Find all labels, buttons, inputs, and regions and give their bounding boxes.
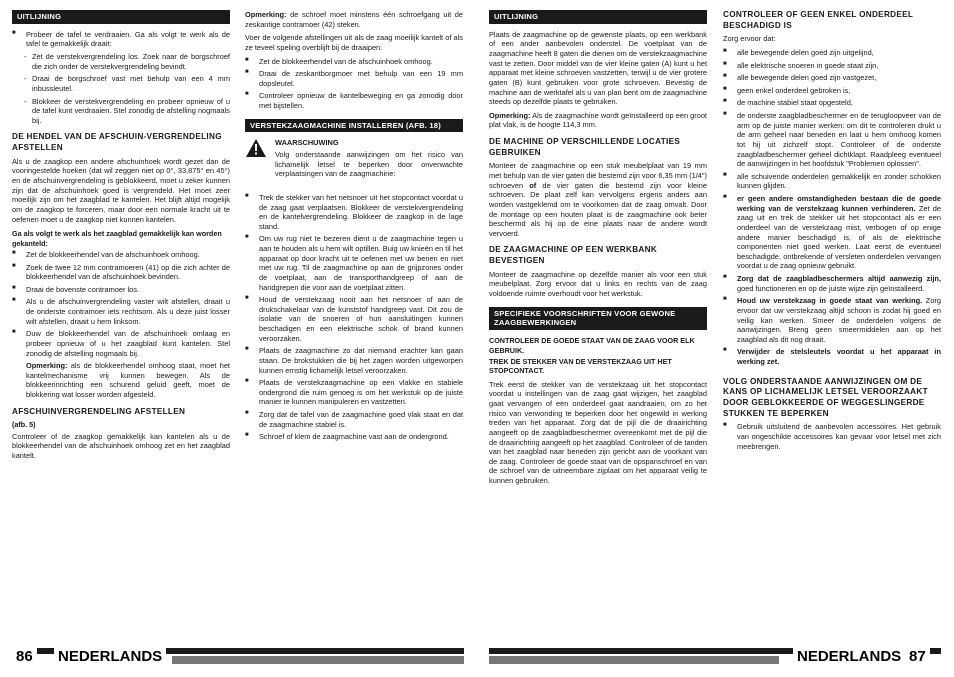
bullet-list — [723, 422, 941, 451]
paragraph: Als u de zaagkop een andere afschuinhoek wordt gezet dan de vooringestelde hoeken (dat wil zeggen niet op 0°, 33,875° en 45°) en de afschuinvergrendeling is geblokkeerd, moet u zeker kunnen zijn dat de afschuinhoek goed is vergrendeld. Het moet zeer moeilijk zijn om het zaagblad te kantelen. Het blijft altijd mogelijk om de zaagkop te forceren, maar door een normale kracht uit te oefenen moet u de zaagkop niet kunnen kantelen. — [12, 156, 230, 224]
list-item: ■ de onderste zaagbladbeschermer en de terugloopveer van de arm op de juiste manier werken: om dit te controleren drukt u de arm geheel naar beneden en laat u hem omhoog komen tot hij uit zichzelf stopt. Controleer of de onderste zaagbladbeschermer geheel dichtklapt. Raadpleeg eventueel de aanwijzingen in het hoofdstuk "Problemen oplossen". — [723, 111, 941, 169]
section-heading: AFSCHUINVERGRENDELING AFSTELLEN — [12, 406, 186, 416]
list-item — [723, 347, 941, 366]
note-text: als de blokkeerhendel omhoog staat, moet het kantelmechanisme vrij kunnen bewegen. Als de blokkeerinrichting een schurend geluid geeft, moet de blokkering wat losser worden afgesteld. — [26, 361, 230, 400]
section-header-voorschriften: SPECIFIEKE VOORSCHRIFTEN VOOR GEWONE ZAAGBEWERKINGEN — [489, 307, 707, 331]
list-item: ■ Zorg dat de tafel van de zaagmachine goed vlak staat en dat de zaagmachine stabiel is. — [245, 410, 463, 429]
note — [489, 111, 707, 130]
section-header-uitlijning: UITLIJNING — [489, 10, 707, 24]
list-item: ■ Controleer opnieuw de kantelbeweging en ga zonodig door met bijstellen. — [245, 91, 463, 110]
paragraph: Voer de volgende afstellingen uit als de zaag moeilijk kantelt of als ze teveel speling overblijft bij de draaipen: — [245, 33, 463, 52]
note-text: de schroef moet minstens één schroefgang uit de zeskantige contramoer (42) steken. — [245, 10, 463, 29]
list-item: ■ Om uw rug niet te bezeren dient u de zaagmachine tegen u aan te houden als u hem wilt optillen. Buig uw knieën en til het apparaat op door kracht uit te oefenen met uw benen en niet met uw rug. Til de zaagmachine op aan de grijpzones onder de voetplaat, aan de transporthandgreep of aan de handgrepen die voor aan de voetplaat zitten. — [245, 234, 463, 292]
left-column-2 — [245, 10, 463, 446]
list-item: ■ Plaats de zaagmachine zo dat niemand erachter kan gaan staan. De brokstukken die bij het zagen worden uitgeworpen kunnen ernstig lichamelijk letsel veroorzaken. — [245, 346, 463, 375]
text-part-bold: Zorg dat de zaagbladbeschermers altijd aanwezig zijn, — [737, 274, 941, 284]
page-number: 86 — [12, 648, 37, 666]
paragraph: Controleer of de zaagkop gemakkelijk kan kantelen als u de blokkeerhendel van de afschuinhoek omhoog zet en het zaagblad kantelt. — [12, 431, 230, 460]
list-item: ■ alle bewegende delen goed zijn vastgezet, — [723, 73, 941, 83]
section-heading: CONTROLEER OF GEEN ENKEL ONDERDEEL BESCHADIGD IS — [723, 10, 914, 30]
page-footer — [489, 648, 941, 666]
text-part-bold: Verwijder de stelsleutels voordat u het apparaat in werking zet. — [737, 347, 941, 367]
list-item: ■ Draai de zeskantborgmoer met behulp van een 19 mm dopsleutel. — [245, 69, 463, 88]
note-text: Als de zaagmachine wordt geïnstalleerd op een groot plat vlak, is de hoogte 114,3 mm. — [489, 110, 707, 130]
list-item — [723, 194, 941, 271]
warning-content — [275, 138, 463, 183]
list-item: ■ Plaats de verstekzaagmachine op een vlakke en stabiele ondergrond die ruim genoeg is om het werkstuk op de juiste manier te kunnen manipuleren en vastzetten. — [245, 378, 463, 407]
section-heading: VOLG ONDERSTAANDE AANWIJZINGEN OM DE KANS OP LICHAMELIJK LETSEL VEROORZAAKT DOOR GEBLOKKEERDE OF WEGGESLINGERDE STUKKEN TE BEPERKEN — [723, 376, 928, 418]
section-header-uitlijning: UITLIJNING — [12, 10, 230, 24]
bullet-list — [245, 193, 463, 442]
left-column-1 — [12, 10, 230, 465]
subheading: CONTROLEER DE GOEDE STAAT VAN DE ZAAG VOOR ELK GEBRUIK. — [489, 336, 695, 355]
warning-title: WAARSCHUWING — [275, 138, 339, 148]
page-footer — [12, 648, 464, 666]
list-item: - Blokkeer de verstekvergrendeling en probeer opnieuw of u de tafel kunt verdraaien. Stel zonodig de afstelling nogmaals bij. — [12, 97, 230, 126]
language-label: NEDERLANDS — [793, 648, 905, 666]
list-item: - Zet de verstekvergrendeling los. Zoek naar de borgschroef die zich onder de verstekvergrendeling bevindt. — [12, 52, 230, 71]
text-part: de vier gaten die bestemd zijn voor kleine schroeven. De plaat zelf kan vervolgens ergens anders aan worden vastgeklemd om te voorkomen dat de zaag omvalt. Door de montage op een houten plaat is de zaagmachine ook beter beschermd als hij op de eine plaats naar de andere wordt vervoerd. — [489, 180, 707, 238]
text-part-bold: Houd uw verstekzaag in goede staat van werking. — [737, 296, 923, 306]
footer-bar — [489, 656, 779, 664]
paragraph: Plaats de zaagmachine op de gewenste plaats, op een werkbank of een ander aanbevolen onderstel. De voetplaat van de zaagmachine heeft 8 gaten die dienen om de verstekzaagmachine vast te zetten. Door middel van de vier kleine gaten (A) kunt u het apparaat met kleine schroeven vastzetten, terwijl u de vier grotere gaten (B) kunt gebruiken voor grote schroeven. Bevestig de machine aan de werktafel als u van plan bent om de zaagmachine steeds op dezelfde plaats te gebruiken. — [489, 29, 707, 107]
list-item — [723, 274, 941, 293]
note-label: Opmerking: — [489, 110, 531, 120]
list-item: ■ Als u de afschuinvergrendeling vaster wilt afstellen, draait u de onderste contramoer iets rechtsom. Als u deze juist losser wilt afstellen, draait u hem linksom. — [12, 297, 230, 326]
right-page — [477, 0, 954, 677]
bullet-list — [245, 57, 463, 111]
list-item — [723, 296, 941, 344]
list-item: ■ Houd de verstekzaag nooit aan het netsnoer of aan de drukschakelaar van de kunststof handgreep vast. Dit zou de isolatie van de snoeren of hun aansluitingen kunnen beschadigen en een elektrische schok of brand kunnen veroorzaken. — [245, 295, 463, 343]
paragraph: Trek eerst de stekker van de verstekzaag uit het stopcontact voordat u instellingen van de zaag gaat wijzigen, het zaagblad gaat vervangen of een onderdeel gaat aandraaien, om zo het risico van verwonding te beperken door het ongewild in werking treden van het apparaat. Zorg dat de pijl die de draairichting aangeeft op de zaagbladbeschermer overeenkomt met de pijl die de draairichting aangeeft op het zaagblad. Controleer of de tanden van het zaagblad naar beneden zijn gericht aan de voorkant van de zaag. Controleer de goede staat van de opspanschroef en van de schroef van de uitneembare zijplaat om het apparaat veilig te kunnen gebruiken. — [489, 379, 707, 486]
text-part: Monteer de zaagmachine op een stuk meubelplaat van 19 mm met behulp van de vier gaten die bestemd zijn voor 6,35 mm (1/4") schroeven — [489, 161, 707, 190]
list-item: ■ Trek de stekker van het netsnoer uit het stopcontact voordat u de zaag gaat verplaatsen. Blokkeer de verstekvergrendeling en de kantelvergrendeling. Blokkeer de zaagkop in de lage stand. — [245, 193, 463, 232]
subheading: Ga als volgt te werk als het zaagblad gemakkelijk kan worden gekanteld: — [12, 229, 222, 248]
paragraph: Monteer de zaagmachine op dezelfde manier als voor een stuk meubelplaat. Zorg ervoor dat u links en rechts van de zaag voldoende ruimte overhoudt voor het werkstuk. — [489, 269, 707, 298]
list-item: ■ Draai de bovenste contramoer los. — [12, 285, 230, 295]
list-item: ■ Schroef of klem de zaagmachine vast aan de ondergrond. — [245, 432, 463, 442]
list-item: ■ alle bewegende delen goed zijn uitgelijnd, — [723, 48, 941, 58]
bullet-list — [12, 250, 230, 400]
page-number: 87 — [905, 648, 930, 666]
list-item: ■ Gebruik uitsluitend de aanbevolen accessoires. Het gebruik van ongeschikte accessoires kan gevaar voor letsel met zich meebrengen. — [723, 422, 941, 451]
subheading: TREK DE STEKKER VAN DE VERSTEKZAAG UIT HET STOPCONTACT. — [489, 357, 672, 376]
paragraph — [489, 161, 707, 238]
language-label: NEDERLANDS — [54, 648, 166, 666]
section-heading: DE MACHINE OP VERSCHILLENDE LOCATIES GEBRUIKEN — [489, 137, 681, 157]
bullet-list — [723, 48, 941, 367]
list-item: ■ Probeer de tafel te verdraaien. Ga als volgt te werk als de tafel te gemakkelijk draait: — [12, 30, 230, 49]
warning-box — [245, 138, 463, 183]
section-header-installeren: VERSTEKZAAGMACHINE INSTALLEREN (AFB. 18) — [245, 119, 463, 133]
right-column-1 — [489, 10, 707, 490]
list-item: ■ alle schuivende onderdelen gemakkelijk en zonder schokken kunnen glijden. — [723, 172, 941, 191]
footer-bar — [172, 656, 464, 664]
list-item: ■ Zet de blokkeerhendel van de afschuinhoek omhoog. — [12, 250, 230, 260]
list-item: ■ Zet de blokkeerhendel van de afschuinhoek omhoog. — [245, 57, 463, 67]
text-part-bold: er geen andere omstandigheden bestaan die de goede werking van de verstekzaag kunnen verhinderen. — [737, 194, 941, 213]
text-part: goed functioneren en op de juiste wijze zijn geïnstalleerd. — [737, 283, 925, 293]
list-item: ■ Duw de blokkeerhendel van de afschuinhoek omlaag en probeer opnieuw of u het zaagblad kunt kantelen. Stel zonodig de afstelling nogmaals bij. — [12, 329, 230, 358]
list-item: ■ de machine stabiel staat opgesteld, — [723, 98, 941, 108]
subheading: (afb. 5) — [12, 420, 36, 430]
paragraph: Zorg ervoor dat: — [723, 34, 776, 44]
text-part-bold: of — [529, 180, 537, 190]
right-column-2 — [723, 10, 941, 455]
list-item: - Draai de borgschroef vast met behulp van een 4 mm inbussleutel. — [12, 74, 230, 93]
list-item: ■ Zoek de twee 12 mm contramoeren (41) op die zich achter de blokkeerhendel van de afschuinhoek bevinden. — [12, 263, 230, 282]
bullet-list — [12, 30, 230, 126]
note — [12, 361, 230, 400]
list-item: ■ alle elektrische snoeren in goede staat zijn, — [723, 61, 941, 71]
section-heading: DE ZAAGMACHINE OP EEN WERKBANK BEVESTIGEN — [489, 245, 658, 266]
warning-text: Volg onderstaande aanwijzingen om het risico van lichamelijk letsel te beperken door onverwachte verplaatsingen van de zaagmachine: — [275, 150, 463, 179]
text-part: Zorg ervoor dat uw verstekzaag altijd schoon is zodat hij goed en veilig kan werken. Smeer de onderdelen volgens de aanwijzingen. Breng geen smeermiddelen aan op het zaagblad als dit nog draait. — [737, 296, 941, 344]
section-heading: DE HENDEL VAN DE AFSCHUIN-VERGRENDELING AFSTELLEN — [12, 132, 222, 153]
note — [245, 10, 463, 29]
warning-triangle-icon — [245, 138, 267, 183]
note-label: Opmerking: — [26, 361, 68, 371]
text-part: Zet de zaag uit en trek de stekker uit het stopcontact als er een onderdeel van de verstekzaag mist, verbogen of op enige andere manier beschadigd is, of als de elektrische componenten niet goed werken. Laat eerst de eventueel beschadigde, ontbrekende of versleten onderdelen vervangen voordat u de zaag opnieuw gebruikt. — [737, 203, 941, 271]
note-label: Opmerking: — [245, 10, 287, 19]
list-item: ■ geen enkel onderdeel gebroken is, — [723, 86, 941, 96]
